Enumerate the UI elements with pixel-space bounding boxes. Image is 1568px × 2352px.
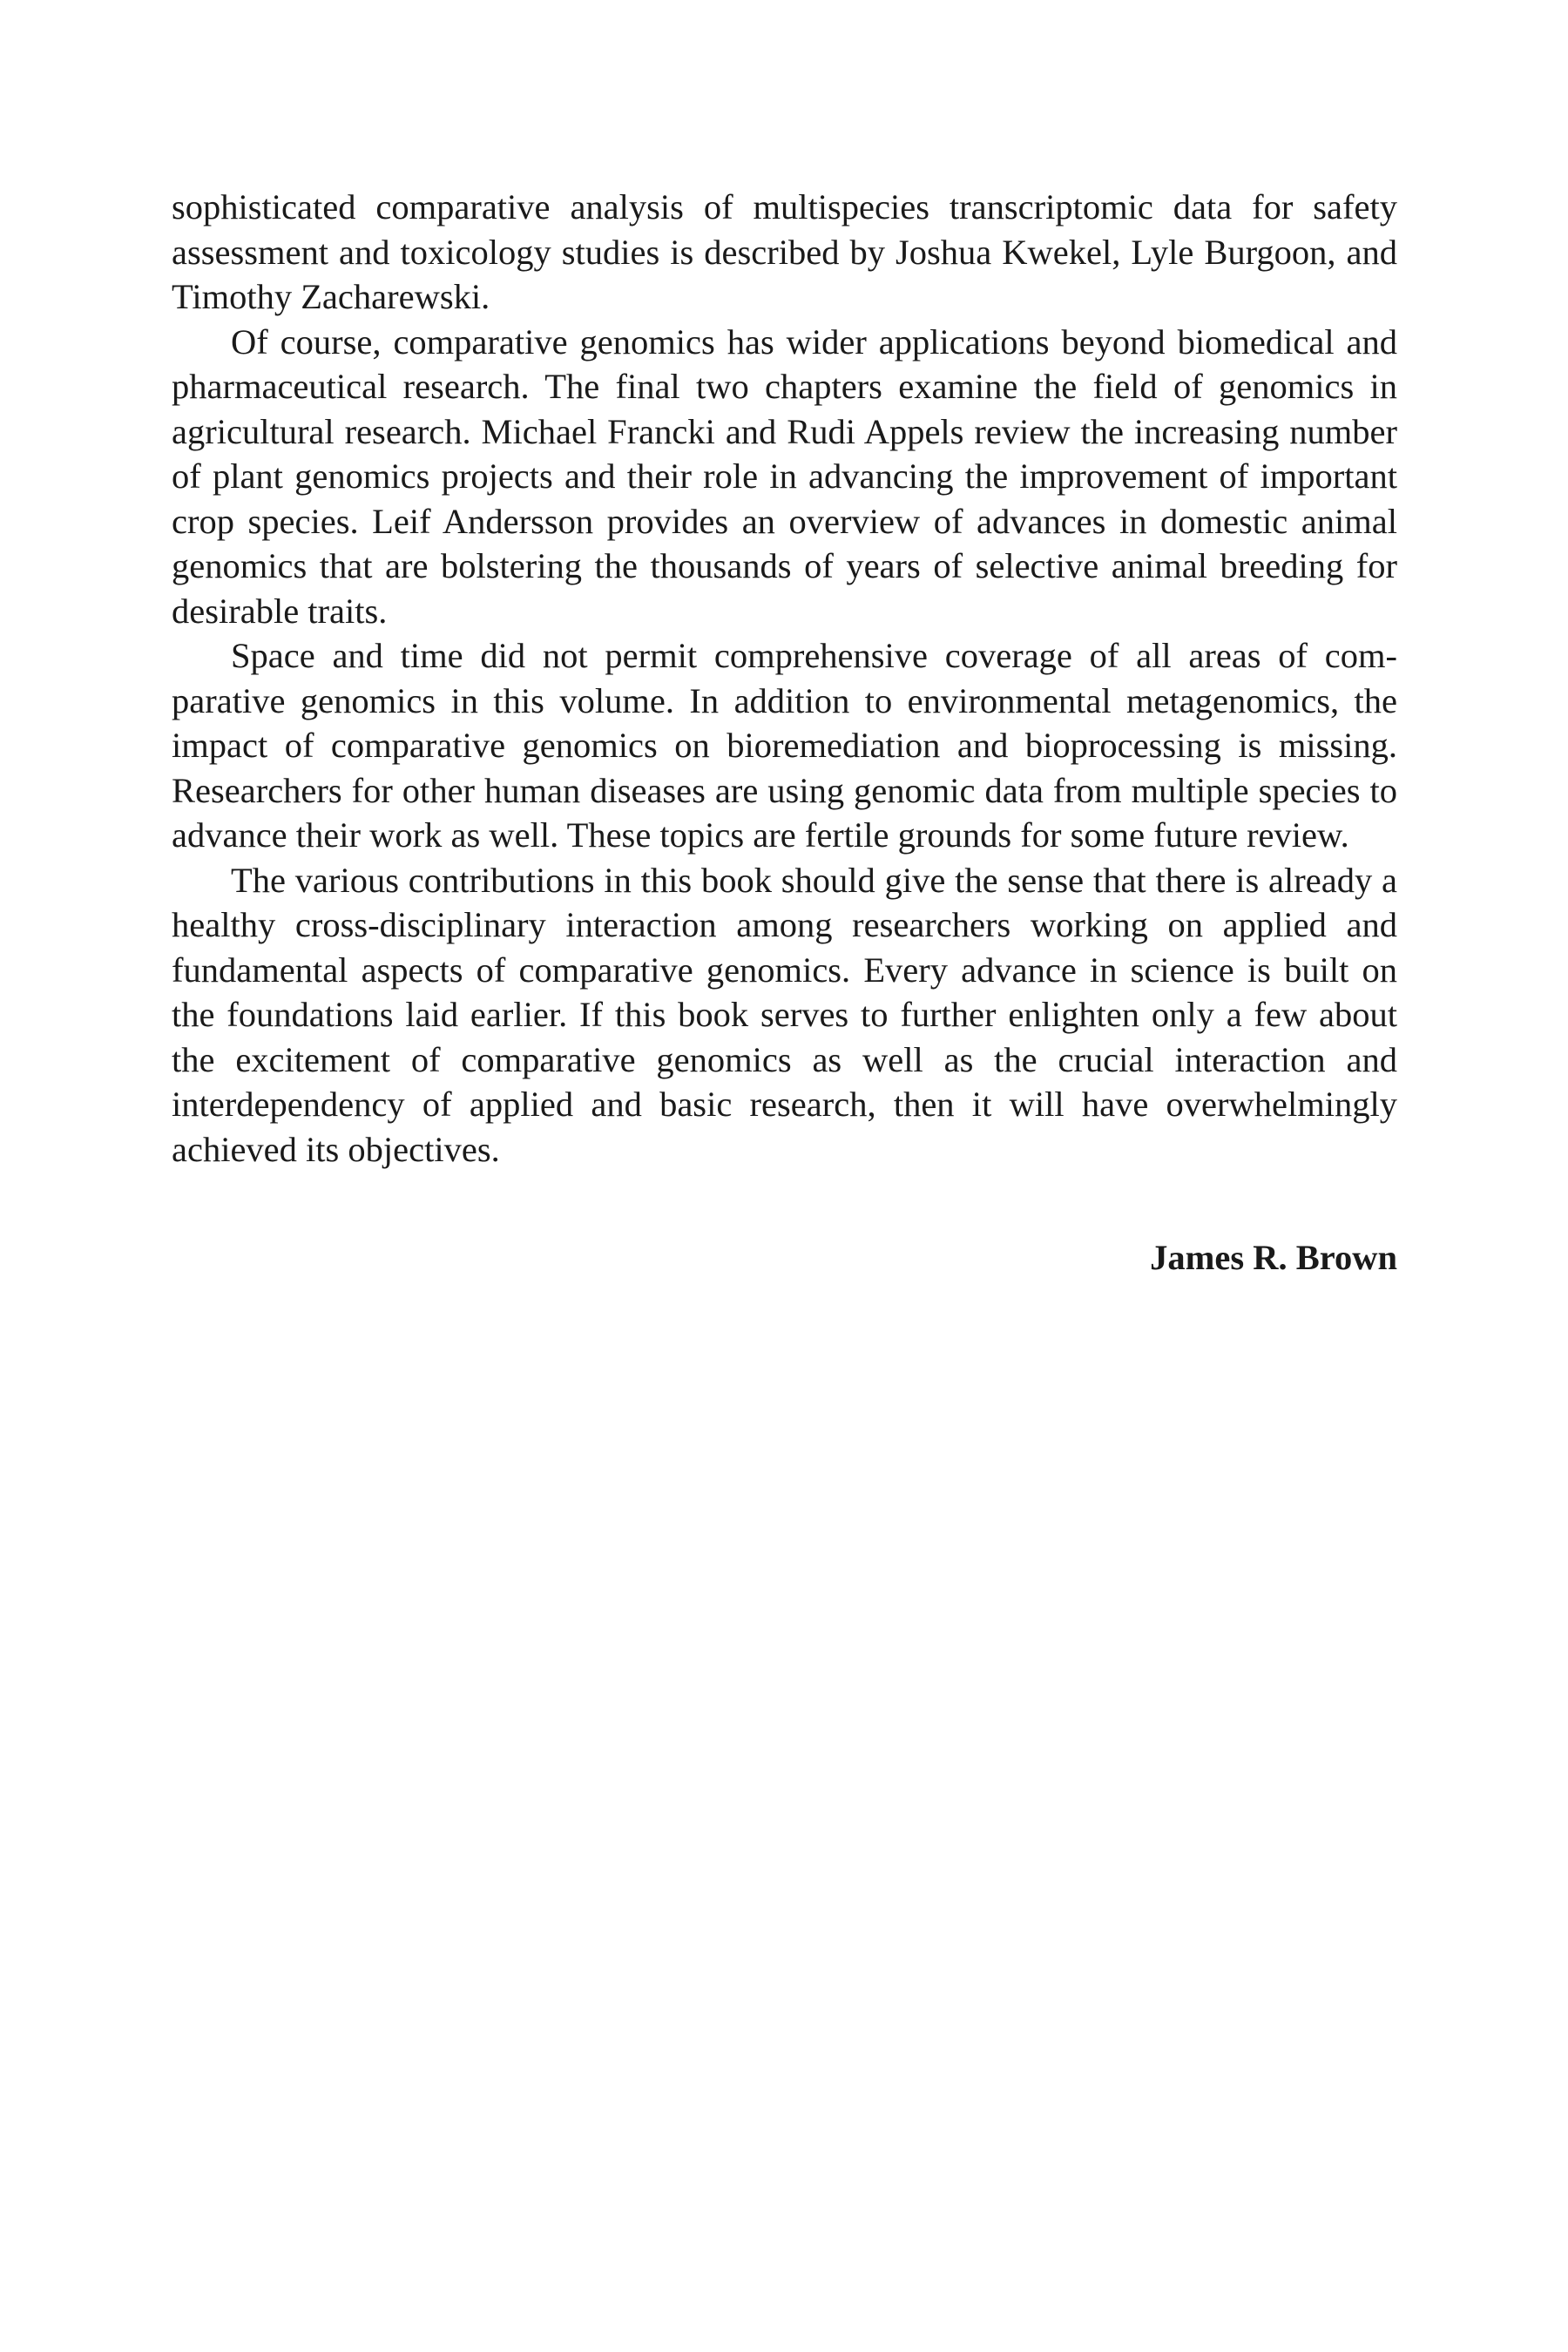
paragraph-1: sophisticated comparative analysis of multispecies transcriptomic data for safety assessment and toxicology studies is described by Joshua Kwekel, Lyle Burgoon, and Timothy Zacharewski. <box>172 187 1397 316</box>
body-text <box>172 185 1397 1172</box>
paragraph-2: Of course, comparative genomics has wider applications beyond biomedical and pharmaceutical research. The final two chapters examine the field of genomics in agricultural research. Michael Francki and Rudi Appels review the increasing number of plant genomics projects and their role in advancing the improvement of important crop species. Leif Andersson provides an overview of advances in domestic animal genomics that are bolstering the thousands of years of selective animal breeding for desirable traits. <box>172 321 1397 631</box>
author-signature: James R. Brown <box>1150 1238 1397 1277</box>
paragraph-4: The various contributions in this book should give the sense that there is already a healthy cross-disciplinary interaction among researchers working on applied and fundamental aspects of comparative genomics. Every advance in science is built on the foundations laid earlier. If this book serves to further enlighten only a few about the excitement of comparative genomics as well as the crucial interaction and interdependency of applied and basic research, then it will have overwhelmingly achieved its objectives. <box>172 860 1397 1169</box>
paragraph-3: Space and time did not permit comprehensive coverage of all areas of comparative genomics in this volume. In addition to environmental metagenomics, the impact of comparative genomics on bioremediation and bioprocessing is missing. Researchers for other human diseases are using genomic data from multiple species to advance their work as well. These topics are fertile grounds for some future review. <box>172 636 1397 855</box>
